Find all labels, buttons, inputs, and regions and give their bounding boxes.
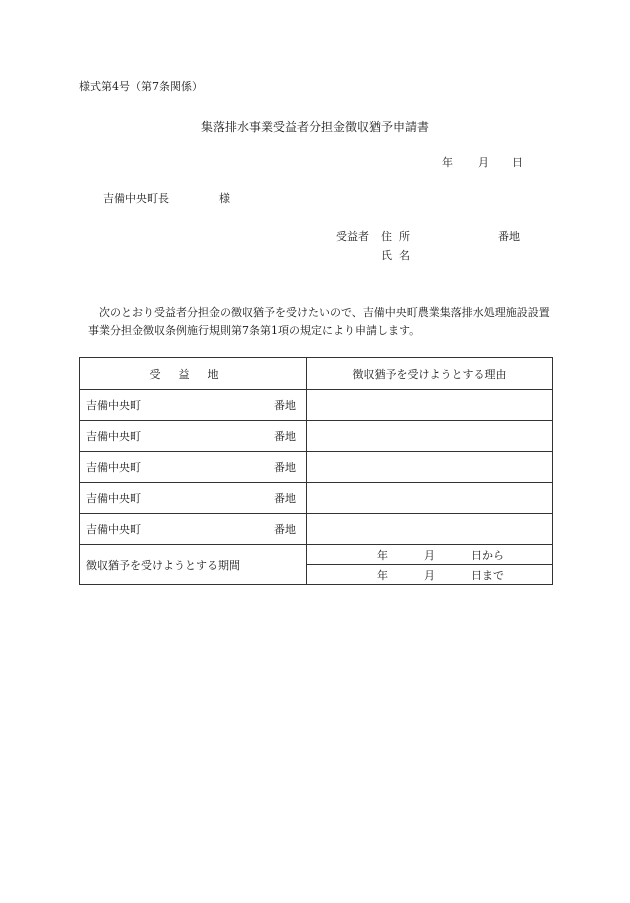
land-cell (80, 452, 307, 483)
table-row (80, 452, 553, 483)
period-to-month: 月 (424, 568, 435, 582)
date-day-unit: 日 (512, 156, 523, 169)
header-beneficiary-land: 受益地 (80, 358, 307, 390)
period-label: 徴収猶予を受けようとする期間 (80, 545, 307, 585)
town-name: 吉備中央町 (86, 430, 141, 443)
period-from-year: 年 (377, 548, 388, 562)
banchi-label: 番地 (274, 492, 296, 505)
land-cell (80, 483, 307, 514)
banchi-label: 番地 (274, 461, 296, 474)
period-to-year: 年 (377, 568, 388, 582)
period-from-day: 日から (471, 548, 504, 562)
reason-cell[interactable] (307, 390, 553, 421)
applicant-role-label: 受益者 (336, 230, 369, 243)
table-row (80, 421, 553, 452)
land-cell (80, 390, 307, 421)
body-paragraph: 次のとおり受益者分担金の徴収猶予を受けたいので、吉備中央町農業集落排水処理施設設置事業分担金徴収条例施行規則第7条第1項の規定により申請します。 (88, 306, 550, 337)
banchi-label: 番地 (274, 430, 296, 443)
town-name: 吉備中央町 (86, 523, 141, 536)
application-table (79, 357, 553, 585)
banchi-label: 番地 (274, 523, 296, 536)
addressee-name: 吉備中央町長 (103, 192, 169, 205)
applicant-banchi-label: 番地 (498, 230, 520, 243)
applicant-name-label: 氏名 (381, 249, 417, 262)
period-to-cell[interactable] (307, 565, 553, 585)
date-month-unit: 月 (478, 156, 489, 169)
applicant-address-label: 住所 (381, 230, 417, 243)
banchi-label: 番地 (274, 399, 296, 412)
table-row (80, 483, 553, 514)
period-row-from (80, 545, 553, 565)
table-header-row (80, 358, 553, 390)
header-reason: 徴収猶予を受けようとする理由 (307, 358, 553, 390)
document-title: 集落排水事業受益者分担金徴収猶予申請書 (200, 120, 429, 134)
period-from-cell[interactable] (307, 545, 553, 565)
period-to-day: 日まで (471, 568, 504, 582)
reason-cell[interactable] (307, 452, 553, 483)
town-name: 吉備中央町 (86, 492, 141, 505)
land-cell (80, 514, 307, 545)
date-year-unit: 年 (442, 156, 453, 169)
town-name: 吉備中央町 (86, 461, 141, 474)
reason-cell[interactable] (307, 514, 553, 545)
land-cell (80, 421, 307, 452)
form-number: 様式第4号（第7条関係） (79, 80, 203, 93)
town-name: 吉備中央町 (86, 399, 141, 412)
reason-cell[interactable] (307, 483, 553, 514)
addressee-honorific: 様 (219, 192, 230, 205)
table-row (80, 390, 553, 421)
table-row (80, 514, 553, 545)
period-from-month: 月 (424, 548, 435, 562)
reason-cell[interactable] (307, 421, 553, 452)
